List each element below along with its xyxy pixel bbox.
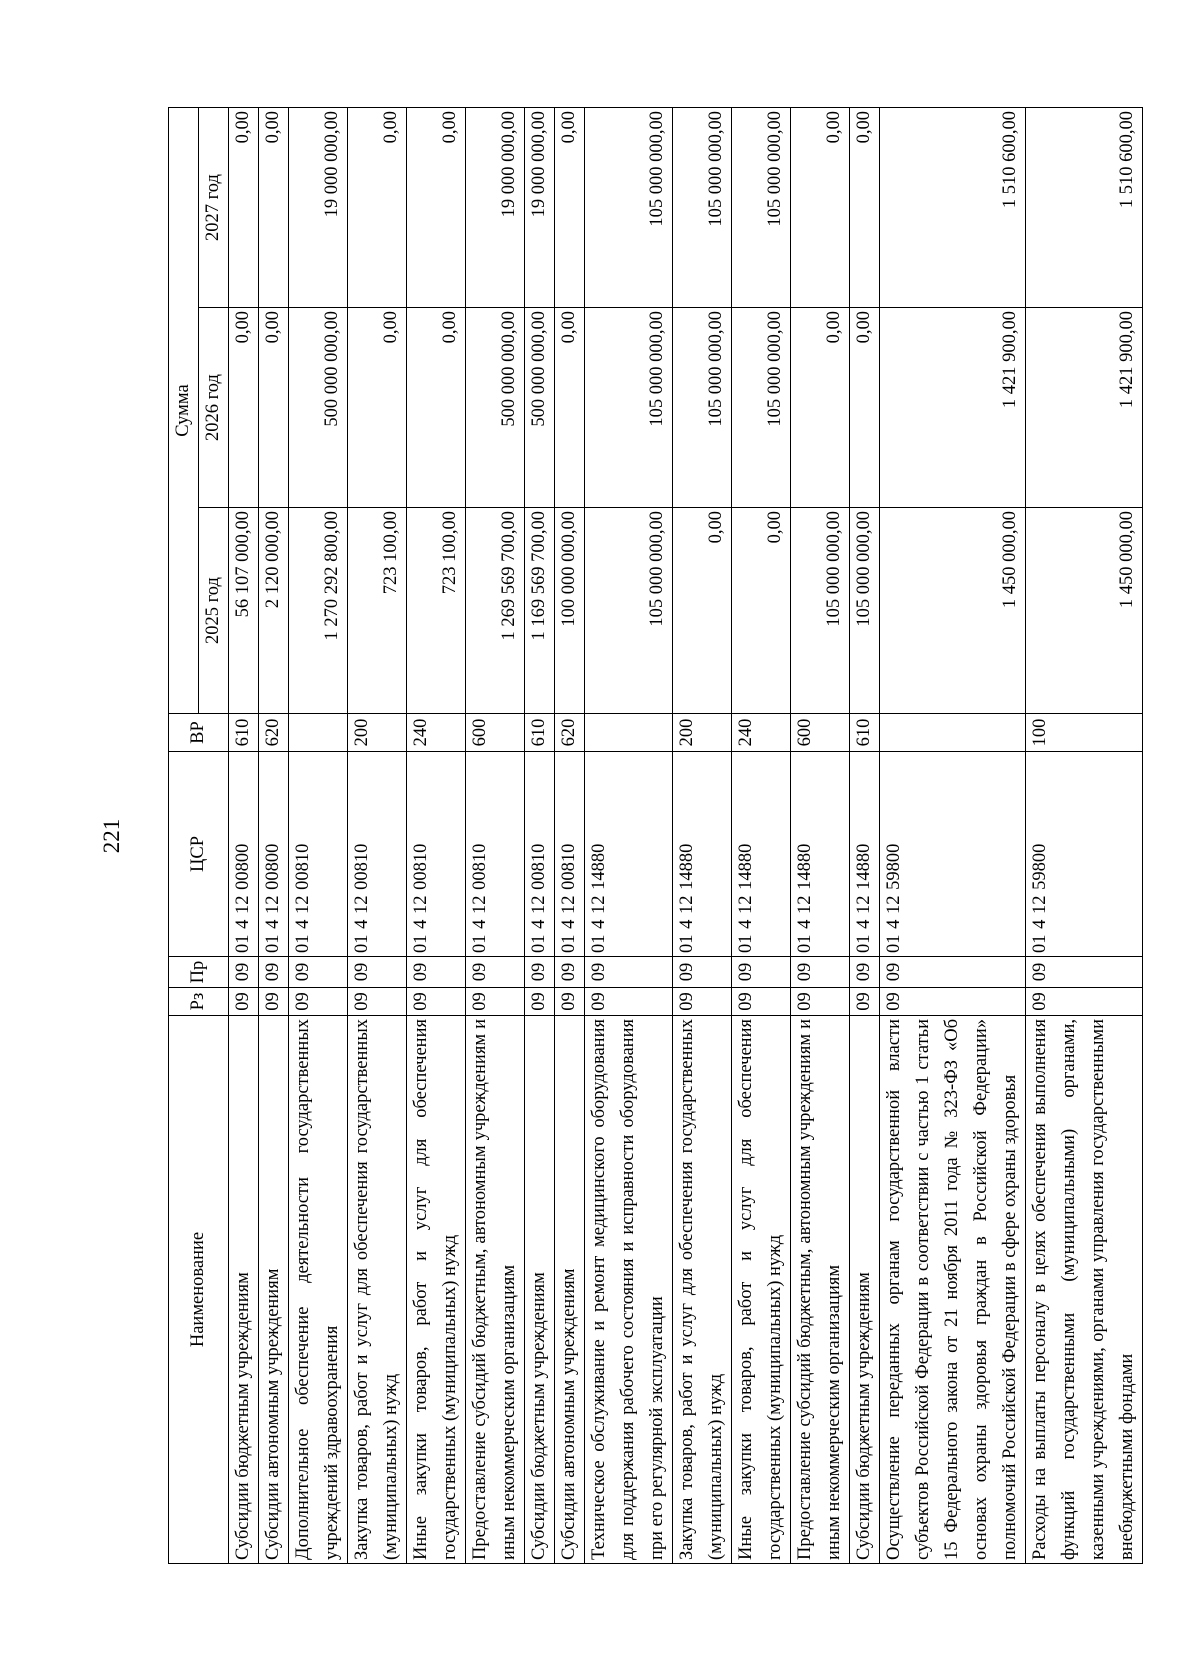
row-amount-2027: 0,00 [348,108,407,308]
row-name: Субсидии бюджетным учреждениям [229,1016,259,1564]
row-amount-2025: 0,00 [732,508,791,714]
row-pr: 09 [407,957,466,988]
header-csr: ЦСР [169,752,229,957]
row-csr: 01 4 12 00800 [259,752,289,957]
row-name: Субсидии бюджетным учреждениям [525,1016,555,1564]
row-name: Иные закупки товаров, работ и услуг для обеспечения государственных (муниципальных) нужд [732,1016,791,1564]
row-amount-2026: 500 000 000,00 [525,308,555,508]
row-amount-2025: 0,00 [673,508,732,714]
row-csr: 01 4 12 00810 [407,752,466,957]
row-rz: 09 [880,988,1026,1016]
row-amount-2027: 0,00 [791,108,850,308]
table-row [880,108,1026,1564]
row-amount-2026: 105 000 000,00 [732,308,791,508]
row-name: Предоставление субсидий бюджетным, автономным учреждениям и иным некоммерческим организациям [791,1016,850,1564]
row-vr: 600 [791,714,850,752]
table-row [673,108,732,1564]
row-vr: 610 [229,714,259,752]
row-name: Субсидии автономным учреждениям [555,1016,585,1564]
header-rz: Рз [169,988,229,1016]
row-amount-2025: 105 000 000,00 [850,508,880,714]
row-vr: 600 [466,714,525,752]
table-row [525,108,555,1564]
row-amount-2025: 723 100,00 [348,508,407,714]
header-vr: ВР [169,714,229,752]
row-amount-2026: 105 000 000,00 [673,308,732,508]
row-amount-2027: 1 510 600,00 [1026,108,1143,308]
table-row [466,108,525,1564]
row-vr: 200 [673,714,732,752]
row-name: Субсидии автономным учреждениям [259,1016,289,1564]
row-amount-2025: 100 000 000,00 [555,508,585,714]
row-rz: 09 [585,988,673,1016]
row-name: Предоставление субсидий бюджетным, автономным учреждениям и иным некоммерческим организациям [466,1016,525,1564]
row-vr: 100 [1026,714,1143,752]
row-rz: 09 [466,988,525,1016]
row-vr: 610 [850,714,880,752]
row-amount-2025: 105 000 000,00 [585,508,673,714]
row-amount-2025: 2 120 000,00 [259,508,289,714]
row-pr: 09 [673,957,732,988]
row-amount-2026: 1 421 900,00 [1026,308,1143,508]
row-name: Осуществление переданных органам государственной власти субъектов Российской Федерации в соответствии с частью 1 статьи 15 Федерального закона от 21 ноября 2011 года № 323-ФЗ «Об основах охраны здоровья граждан в Российской Федерации» полномочий Российской Федерации в сфере охраны здоровья [880,1016,1026,1564]
header-year-2027: 2027 год [199,108,229,308]
row-amount-2025: 56 107 000,00 [229,508,259,714]
header-name: Наименование [169,1016,229,1564]
row-pr: 09 [525,957,555,988]
row-vr: 240 [732,714,791,752]
row-vr: 620 [259,714,289,752]
row-pr: 09 [1026,957,1143,988]
row-amount-2027: 0,00 [407,108,466,308]
row-amount-2025: 1 450 000,00 [1026,508,1143,714]
row-amount-2027: 105 000 000,00 [585,108,673,308]
row-rz: 09 [229,988,259,1016]
row-rz: 09 [348,988,407,1016]
row-name: Закупка товаров, работ и услуг для обеспечения государственных (муниципальных) нужд [673,1016,732,1564]
row-amount-2025: 1 450 000,00 [880,508,1026,714]
row-csr: 01 4 12 14880 [585,752,673,957]
row-amount-2027: 0,00 [259,108,289,308]
row-vr: 240 [407,714,466,752]
row-name: Субсидии бюджетным учреждениям [850,1016,880,1564]
row-pr: 09 [229,957,259,988]
row-amount-2027: 19 000 000,00 [466,108,525,308]
row-amount-2026: 0,00 [229,308,259,508]
budget-table [168,107,1143,1564]
row-rz: 09 [673,988,732,1016]
table-header [169,108,229,1564]
row-amount-2026: 0,00 [259,308,289,508]
row-csr: 01 4 12 00810 [289,752,348,957]
row-rz: 09 [1026,988,1143,1016]
header-sum: Сумма [169,108,199,714]
table-row [348,108,407,1564]
header-row-top [169,108,199,1564]
table-row [407,108,466,1564]
row-pr: 09 [791,957,850,988]
header-year-2025: 2025 год [199,508,229,714]
row-pr: 09 [850,957,880,988]
row-csr: 01 4 12 00810 [555,752,585,957]
row-csr: 01 4 12 00810 [466,752,525,957]
row-csr: 01 4 12 59800 [1026,752,1143,957]
table-row [555,108,585,1564]
row-csr: 01 4 12 00800 [229,752,259,957]
row-amount-2026: 500 000 000,00 [289,308,348,508]
rotated-table-container [168,108,1137,1564]
table-body [229,108,1143,1564]
row-vr [880,714,1026,752]
header-pr: Пр [169,957,229,988]
row-vr: 610 [525,714,555,752]
table-row [289,108,348,1564]
row-rz: 09 [407,988,466,1016]
row-name: Закупка товаров, работ и услуг для обеспечения государственных (муниципальных) нужд [348,1016,407,1564]
row-name: Иные закупки товаров, работ и услуг для обеспечения государственных (муниципальных) нужд [407,1016,466,1564]
row-name: Расходы на выплаты персоналу в целях обеспечения выполнения функций государственными (муниципальными) органами, казенными учреждениями, органами управления государственными внебюджетными фондами [1026,1016,1143,1564]
row-amount-2027: 0,00 [555,108,585,308]
row-amount-2027: 0,00 [850,108,880,308]
row-amount-2026: 0,00 [555,308,585,508]
row-amount-2026: 0,00 [348,308,407,508]
row-amount-2026: 1 421 900,00 [880,308,1026,508]
row-amount-2026: 0,00 [850,308,880,508]
row-csr: 01 4 12 14880 [850,752,880,957]
row-amount-2026: 0,00 [791,308,850,508]
row-amount-2027: 0,00 [229,108,259,308]
row-pr: 09 [555,957,585,988]
row-csr: 01 4 12 00810 [525,752,555,957]
row-pr: 09 [880,957,1026,988]
row-rz: 09 [289,988,348,1016]
row-vr: 200 [348,714,407,752]
table-frame [168,108,1137,1564]
row-amount-2026: 0,00 [407,308,466,508]
row-amount-2027: 105 000 000,00 [673,108,732,308]
row-rz: 09 [555,988,585,1016]
row-pr: 09 [732,957,791,988]
row-amount-2027: 1 510 600,00 [880,108,1026,308]
table-row [1026,108,1143,1564]
table-row [229,108,259,1564]
row-pr: 09 [466,957,525,988]
row-csr: 01 4 12 14880 [732,752,791,957]
table-row [791,108,850,1564]
table-row [850,108,880,1564]
row-rz: 09 [732,988,791,1016]
row-pr: 09 [259,957,289,988]
row-vr [289,714,348,752]
row-csr: 01 4 12 14880 [791,752,850,957]
row-name: Дополнительное обеспечение деятельности государственных учреждений здравоохранения [289,1016,348,1564]
row-csr: 01 4 12 00810 [348,752,407,957]
table-row [585,108,673,1564]
row-rz: 09 [850,988,880,1016]
row-amount-2027: 19 000 000,00 [289,108,348,308]
row-vr [585,714,673,752]
row-amount-2025: 105 000 000,00 [791,508,850,714]
row-amount-2025: 723 100,00 [407,508,466,714]
row-rz: 09 [259,988,289,1016]
row-pr: 09 [348,957,407,988]
table-row [259,108,289,1564]
table-row [732,108,791,1564]
row-amount-2026: 105 000 000,00 [585,308,673,508]
header-year-2026: 2026 год [199,308,229,508]
row-amount-2026: 500 000 000,00 [466,308,525,508]
row-amount-2025: 1 169 569 700,00 [525,508,555,714]
row-csr: 01 4 12 59800 [880,752,1026,957]
row-amount-2025: 1 270 292 800,00 [289,508,348,714]
row-rz: 09 [525,988,555,1016]
row-amount-2027: 105 000 000,00 [732,108,791,308]
page-number: 221 [99,818,124,854]
row-amount-2027: 19 000 000,00 [525,108,555,308]
row-amount-2025: 1 269 569 700,00 [466,508,525,714]
row-vr: 620 [555,714,585,752]
row-rz: 09 [791,988,850,1016]
row-pr: 09 [585,957,673,988]
row-csr: 01 4 12 14880 [673,752,732,957]
row-pr: 09 [289,957,348,988]
row-name: Техническое обслуживание и ремонт медицинского оборудования для поддержания рабочего состояния и исправности оборудования при его регулярной эксплуатации [585,1016,673,1564]
